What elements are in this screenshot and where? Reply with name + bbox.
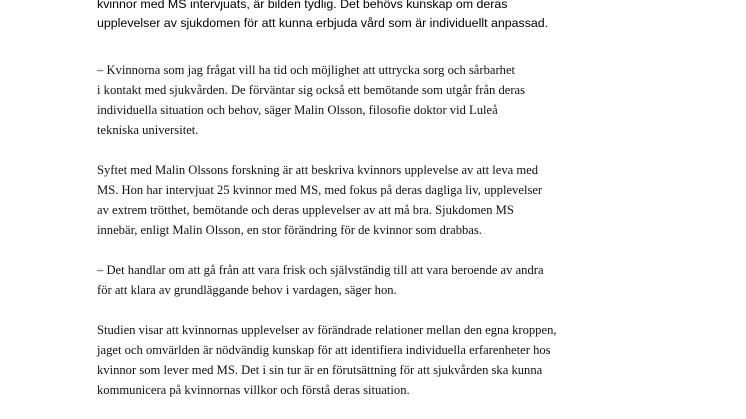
text-line: MS. Hon har intervjuat 25 kvinnor med MS, med fokus på deras dagliga liv, upplevelser bbox=[97, 183, 543, 197]
text-line: för att klara av grundläggande behov i vardagen, säger hon. bbox=[97, 283, 397, 297]
text-line: Syftet med Malin Olssons forskning är att beskriva kvinnors upplevelse av att leva med bbox=[97, 163, 539, 177]
text-line: tekniska universitet. bbox=[97, 123, 199, 137]
text-line: kommunicera på kvinnornas villkor och förstå deras situation. bbox=[97, 383, 410, 397]
text-line: jaget och omvärlden är nödvändig kunskap för att identifiera individuella erfarenheter hos bbox=[97, 343, 551, 357]
body-paragraph-research-aim bbox=[97, 160, 542, 240]
body-paragraph-quote-1 bbox=[97, 60, 525, 140]
text-line: Studien visar att kvinnornas upplevelser av förändrade relationer mellan den egna kroppen, bbox=[97, 323, 557, 337]
text-line: upplevelser av sjukdomen för att kunna erbjuda vård som är individuellt anpassad. bbox=[97, 16, 549, 30]
text-line: individuella situation och behov, säger Malin Olsson, filosofie doktor vid Luleå bbox=[97, 103, 498, 117]
body-paragraph-quote-2 bbox=[97, 260, 544, 300]
text-line: i kontakt med sjukvården. De förväntar sig också ett bemötande som utgår från deras bbox=[97, 83, 526, 97]
text-line: kvinnor som lever med MS. Det i sin tur är en förutsättning för att sjukvården ska kunna bbox=[97, 363, 543, 377]
text-line: kvinnor med MS intervjuats, är bilden tydlig. Det behövs kunskap om deras bbox=[97, 0, 508, 11]
text-line: – Det handlar om att gå från att vara frisk och självständig till att vara beroende av andra bbox=[97, 263, 544, 277]
text-line: av extrem trötthet, bemötande och deras upplevelser av att må bra. Sjukdomen MS bbox=[97, 203, 514, 217]
lead-paragraph bbox=[97, 0, 548, 33]
text-line: – Kvinnorna som jag frågat vill ha tid och möjlighet att uttrycka sorg och sårbarhet bbox=[97, 63, 516, 77]
body-paragraph-study-results bbox=[97, 320, 557, 400]
text-line: innebär, enligt Malin Olsson, en stor förändring för de kvinnor som drabbas. bbox=[97, 223, 482, 237]
